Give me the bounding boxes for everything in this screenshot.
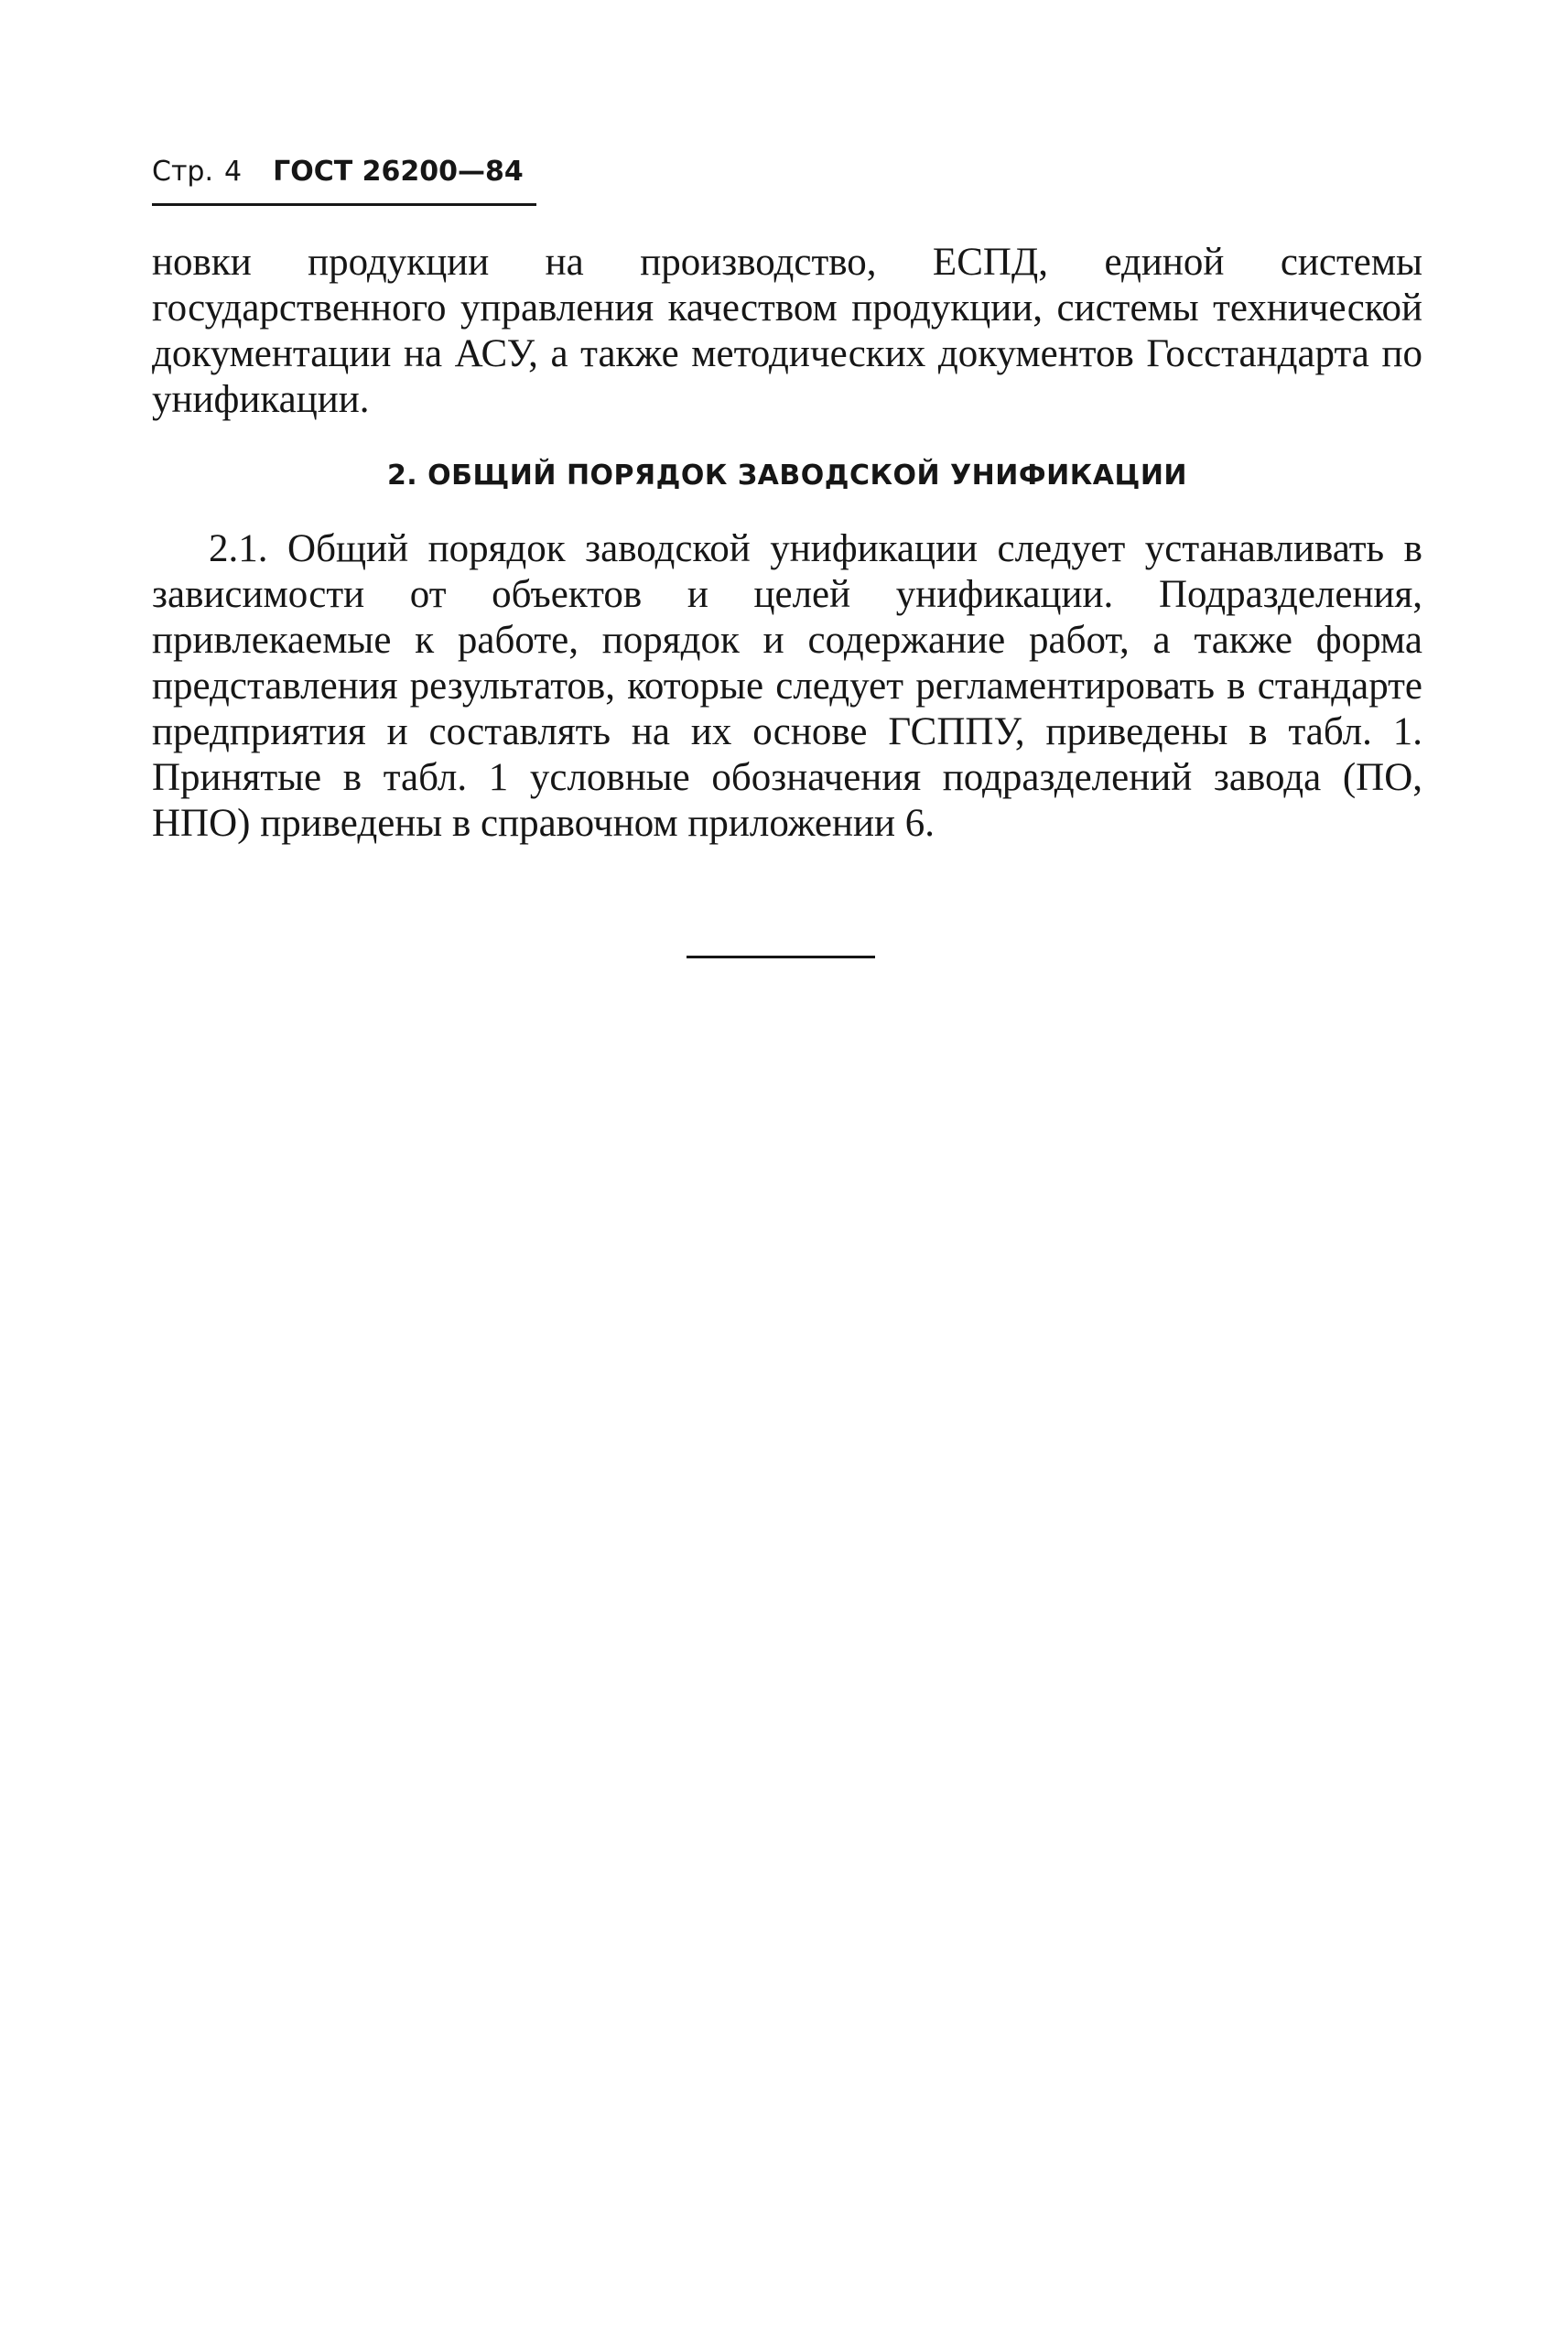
page-header — [152, 154, 536, 190]
page-number: 4 — [224, 156, 243, 188]
end-divider — [687, 956, 875, 958]
header-divider — [152, 203, 536, 206]
standard-designation: ГОСТ 26200—84 — [273, 156, 524, 188]
continuation-paragraph: новки продукции на производство, ЕСПД, единой системы государственного управления качеством продукции, системы технической документации на АСУ, а также методических документов Госстандарта по унификации. — [152, 241, 1422, 421]
page-label: Стр. — [152, 156, 214, 188]
clause-2-1-paragraph: 2.1. Общий порядок заводской унификации следует устанавливать в зависимости от объектов и целей унификации. Подразделения, привлекаемые к работе, порядок и содержание работ, а также форма представления результатов, которые следует регламентировать в стандарте предприятия и составлять на их основе ГСППУ, приведены в табл. 1. Принятые в табл. 1 условные обозначения подразделений завода (ПО, НПО) приведены в справочном приложении 6. — [152, 527, 1422, 845]
section-heading: 2. ОБЩИЙ ПОРЯДОК ЗАВОДСКОЙ УНИФИКАЦИИ — [386, 460, 1188, 492]
